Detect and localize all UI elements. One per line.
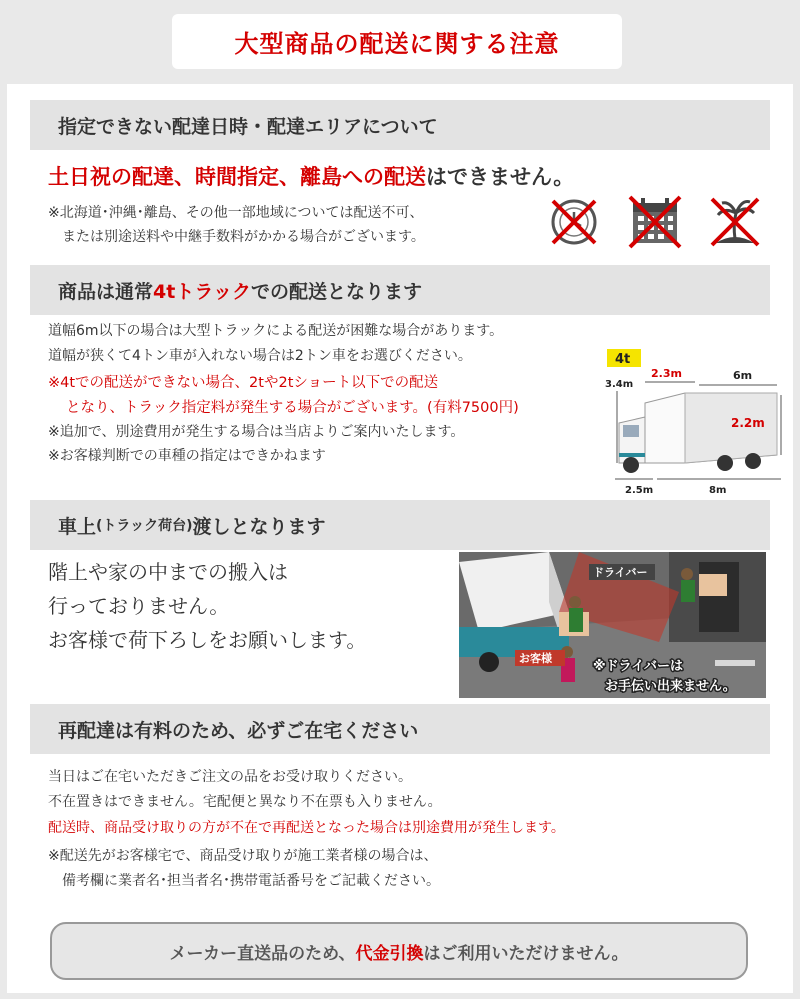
section-heading-text: 指定できない配達日時・配達エリアについて	[58, 115, 438, 138]
section-heading-truck: 商品は通常 4tトラック での配送となります	[30, 265, 770, 315]
truck-size-badge: 4t	[615, 352, 631, 367]
driver-note-line2: お手伝い出来ません。	[605, 679, 736, 694]
section-heading-delivery-restrictions	[30, 100, 770, 150]
delivery-restriction-main: 土日祝の配達、時間指定、離島への配送はできません。	[48, 165, 575, 189]
area-note-line2: または別途送料や中継手数料がかかる場合がございます。	[62, 229, 425, 245]
cod-notice: メーカー直送品のため、 代金引換 はご利用いただけません。	[50, 922, 748, 980]
driver-tag: ドライバー	[593, 566, 648, 579]
calendar-prohibited-icon	[626, 193, 684, 251]
area-note-line1: ※北海道･沖縄･離島、その他一部地域については配送不可、	[48, 205, 424, 221]
redelivery-line2: 不在置きはできません。宅配便と異なり不在票も入りません。	[48, 794, 442, 810]
section-heading-curbside: 車上 (トラック荷台) 渡しとなります	[30, 500, 770, 550]
section-heading-redelivery: 再配達は有料のため、必ずご在宅ください	[30, 704, 770, 754]
curbside-line2: 行っておりません。	[48, 594, 230, 618]
unloading-illustration	[459, 552, 766, 698]
vehicle-choice-note: ※お客様判断での車種の指定はできかねます	[48, 448, 326, 464]
contractor-note-line2: 備考欄に業者名･担当者名･携帯電話番号をご記載ください。	[62, 873, 440, 889]
truck-height-label: 3.4m	[605, 379, 634, 390]
truck-box-length-label: 6m	[733, 369, 753, 382]
truck-fee-note-line2: となり、トラック指定料が発生する場合がございます。(有料7500円)	[66, 400, 519, 416]
contractor-note-line1: ※配送先がお客様宅で、商品受け取りが施工業者様の場合は、	[48, 848, 438, 864]
clock-prohibited-icon	[545, 193, 603, 251]
driver-note-line1: ※ドライバーは	[593, 659, 683, 674]
truck-fee-note-line1: ※4tでの配送ができない場合、2tや2tショート以下での配送	[48, 375, 439, 391]
customer-tag: お客様	[519, 652, 552, 665]
narrow-road-note: 道幅が狭くて4トン車が入れない場合は2トン車をお選びください。	[48, 348, 472, 364]
curbside-line1: 階上や家の中までの搬入は	[48, 560, 288, 584]
island-prohibited-icon	[706, 193, 764, 251]
truck-box-front-label: 2.3m	[651, 367, 682, 380]
truck-cab-length-label: 2.5m	[625, 485, 654, 495]
redelivery-line1: 当日はご在宅いただきご注文の品をお受け取りください。	[48, 769, 412, 785]
road-width-note: 道幅6m以下の場合は大型トラックによる配送が困難な場合があります。	[48, 323, 504, 339]
page-title: 大型商品の配送に関する注意	[172, 14, 622, 69]
truck-total-length-label: 8m	[709, 485, 727, 495]
truck-dimension-diagram	[605, 345, 787, 495]
curbside-line3: お客様で荷下ろしをお願いします。	[48, 628, 367, 652]
truck-box-height-label: 2.2m	[731, 416, 765, 430]
extra-fee-note: ※追加で、別途費用が発生する場合は当店よりご案内いたします。	[48, 424, 465, 440]
redelivery-fee-note: 配送時、商品受け取りの方が不在で再配送となった場合は別途費用が発生します。	[48, 820, 565, 836]
